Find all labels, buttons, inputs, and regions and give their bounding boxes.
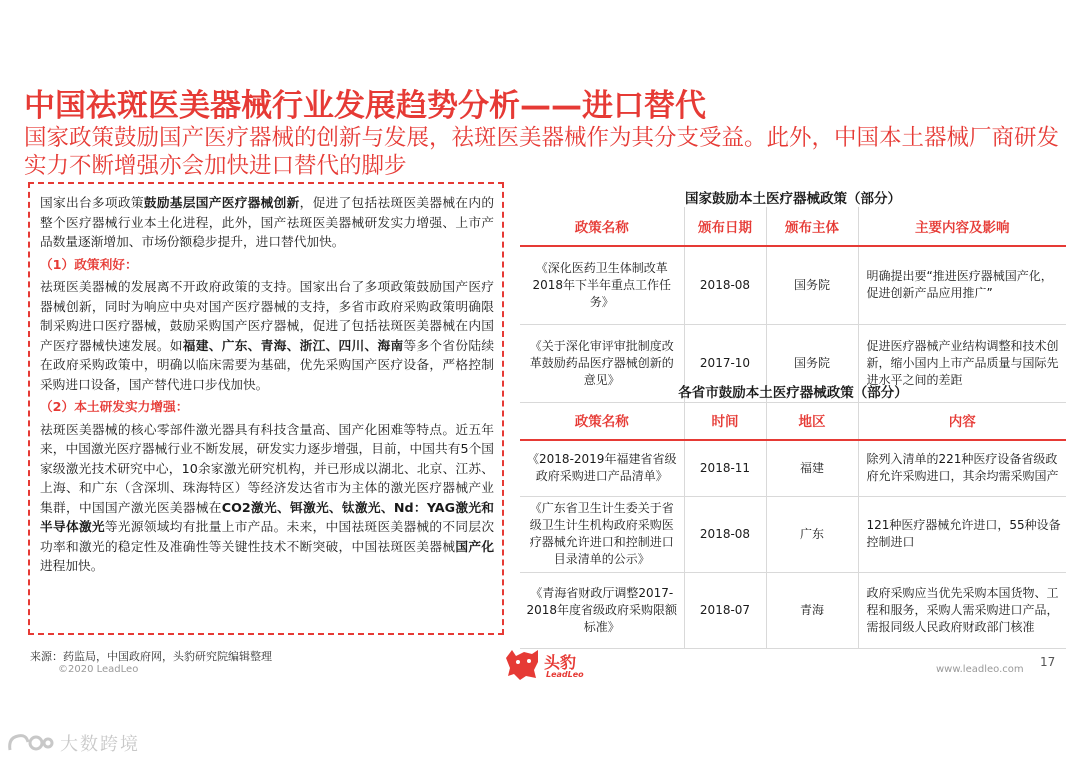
table-row <box>520 496 1066 572</box>
issuer-cell: 广东 <box>766 496 858 572</box>
page-subtitle: 国家政策鼓励国产医疗器械的创新与发展，祛斑医美器械作为其分支受益。此外，中国本土器械厂商研发实力不断增强亦会加快进口替代的脚步 <box>24 125 1060 179</box>
column-header: 颁布主体 <box>766 207 858 246</box>
emphasis-text: 鼓励基层国产医疗器械创新 <box>143 195 300 210</box>
issuer-cell: 国务院 <box>766 324 858 402</box>
table-row <box>520 572 1066 648</box>
body-text: 祛斑医美器械的核心零部件激光器具有科技含量高、国产化困难等特点。近五年来，中国激光医疗器械行业不断发展，研发实力逐步增强，目前，中国共有5个国家级激光技术研究中心，10余家激光研究机构，并已形成以湖北、北京、江苏、上海、和广东（含深圳、珠海特区）等经济发达省市为主体的激光医疗器械产业集群，中国国产激光医美器械在 <box>40 421 494 515</box>
table-row <box>520 246 1066 324</box>
policy-name-cell: 《关于深化审评审批制度改革鼓励药品医疗器械创新的意见》 <box>520 324 684 402</box>
date-cell: 2017-10 <box>684 324 766 402</box>
column-header: 主要内容及影响 <box>858 207 1066 246</box>
section-policy-title: （1）政策利好： <box>40 256 138 272</box>
body-text: 等多个省份陆续在政府采购政策中，明确以临床需要为基础，优先采购国产医疗设备，严格控制采购进口设备，国产替代进口步伐加快。 <box>40 337 495 392</box>
leadleo-logo <box>500 648 620 684</box>
policy-name-cell: 《深化医药卫生体制改革2018年下半年重点工作任务》 <box>520 246 684 324</box>
body-text: 等光源领域均有批量上市产品。未来，中国祛斑医美器械的不同层次功率和激光的稳定性及准确性等关键性技术不断突破，中国祛斑医美器械 <box>40 519 495 554</box>
emphasis-text: 国产化 <box>455 538 495 554</box>
policy-name-cell: 《2018-2019年福建省省级政府采购进口产品清单》 <box>520 440 684 496</box>
provincial-policy-table-title: 各省市鼓励本土医疗器械政策（部分） <box>678 385 908 401</box>
column-header: 地区 <box>766 401 858 440</box>
body-text: 祛斑医美器械的发展离不开政府政策的支持。国家出台了多项政策鼓励国产医疗器械创新，同时为响应中央对国产医疗器械的支持，多省市政府采购政策明确限制采购进口医疗器械，鼓励采购国产医疗器械，促进了包括祛斑医美器械在内国产医疗器械快速发展。如 <box>40 279 494 353</box>
issuer-cell: 国务院 <box>766 246 858 324</box>
emphasis-text: 福建、广东、青海、浙江、四川、海南 <box>182 337 404 353</box>
body-text: 进程加快。 <box>40 558 104 573</box>
policy-name-cell: 《广东省卫生计生委关于省级卫生计生机构政府采购医疗器械允许进口和控制进口目录清单的公示》 <box>520 496 684 572</box>
logo-wordmark: 头豹 <box>544 653 577 672</box>
section-rnd-body <box>40 420 494 576</box>
date-cell: 2018-08 <box>684 246 766 324</box>
watermark <box>6 728 156 758</box>
table-row <box>520 440 1066 496</box>
date-cell: 2018-07 <box>684 572 766 648</box>
page-number: 17 <box>1040 655 1056 669</box>
section-rnd-title: （2）本土研发实力增强： <box>40 399 189 414</box>
source-note: 来源：药监局，中国政府网，头豹研究院编辑整理 <box>30 650 272 663</box>
analysis-text-box <box>28 182 504 635</box>
section-policy-body <box>40 277 494 394</box>
column-header: 政策名称 <box>520 401 684 440</box>
policy-name-cell: 《青海省财政厅调整2017-2018年度省级政府采购限额标准》 <box>520 572 684 648</box>
column-header: 政策名称 <box>520 207 684 246</box>
intro-paragraph <box>40 193 494 252</box>
website-url[interactable]: www.leadleo.com <box>936 664 1024 675</box>
content-cell: 明确提出要“推进医疗器械国产化，促进创新产品应用推广” <box>858 246 1066 324</box>
national-policy-table <box>520 207 1066 403</box>
content-cell: 除列入清单的221种医疗设备省级政府允许采购进口，其余均需采购国产 <box>858 440 1066 496</box>
body-text: 国家出台多项政策 <box>40 195 144 210</box>
provincial-policy-table <box>520 401 1066 649</box>
issuer-cell: 福建 <box>766 440 858 496</box>
date-cell: 2018-11 <box>684 440 766 496</box>
copyright: ©2020 LeadLeo <box>58 664 139 675</box>
national-policy-table-title: 国家鼓励本土医疗器械政策（部分） <box>685 191 901 207</box>
column-header: 时间 <box>684 401 766 440</box>
content-cell: 政府采购应当优先采购本国货物、工程和服务，采购人需采购进口产品，需报同级人民政府财政部门核准 <box>858 572 1066 648</box>
content-cell: 促进医疗器械产业结构调整和技术创新，缩小国内上市产品质量与国际先进水平之间的差距 <box>858 324 1066 402</box>
date-cell: 2018-08 <box>684 496 766 572</box>
watermark-text: 大数跨境 <box>60 734 140 755</box>
body-text: ，促进了包括祛斑医美器械在内的整个医疗器械行业本土化进程，此外，国产祛斑医美器械研发实力增强、上市产品数量逐渐增加、市场份额稳步提升，进口替代加快。 <box>40 195 495 249</box>
leopard-head-icon <box>502 648 542 682</box>
issuer-cell: 青海 <box>766 572 858 648</box>
content-cell: 121种医疗器械允许进口，55种设备控制进口 <box>858 496 1066 572</box>
emphasis-text: CO2激光、铒激光、钛激光、Nd：YAG激光和半导体激光 <box>40 499 494 534</box>
column-header: 颁布日期 <box>684 207 766 246</box>
column-header: 内容 <box>858 401 1066 440</box>
watermark-logo-icon <box>6 730 54 756</box>
page-title: 中国祛斑医美器械行业发展趋势分析——进口替代 <box>24 88 706 124</box>
logo-subtext: LeadLeo <box>546 670 584 679</box>
